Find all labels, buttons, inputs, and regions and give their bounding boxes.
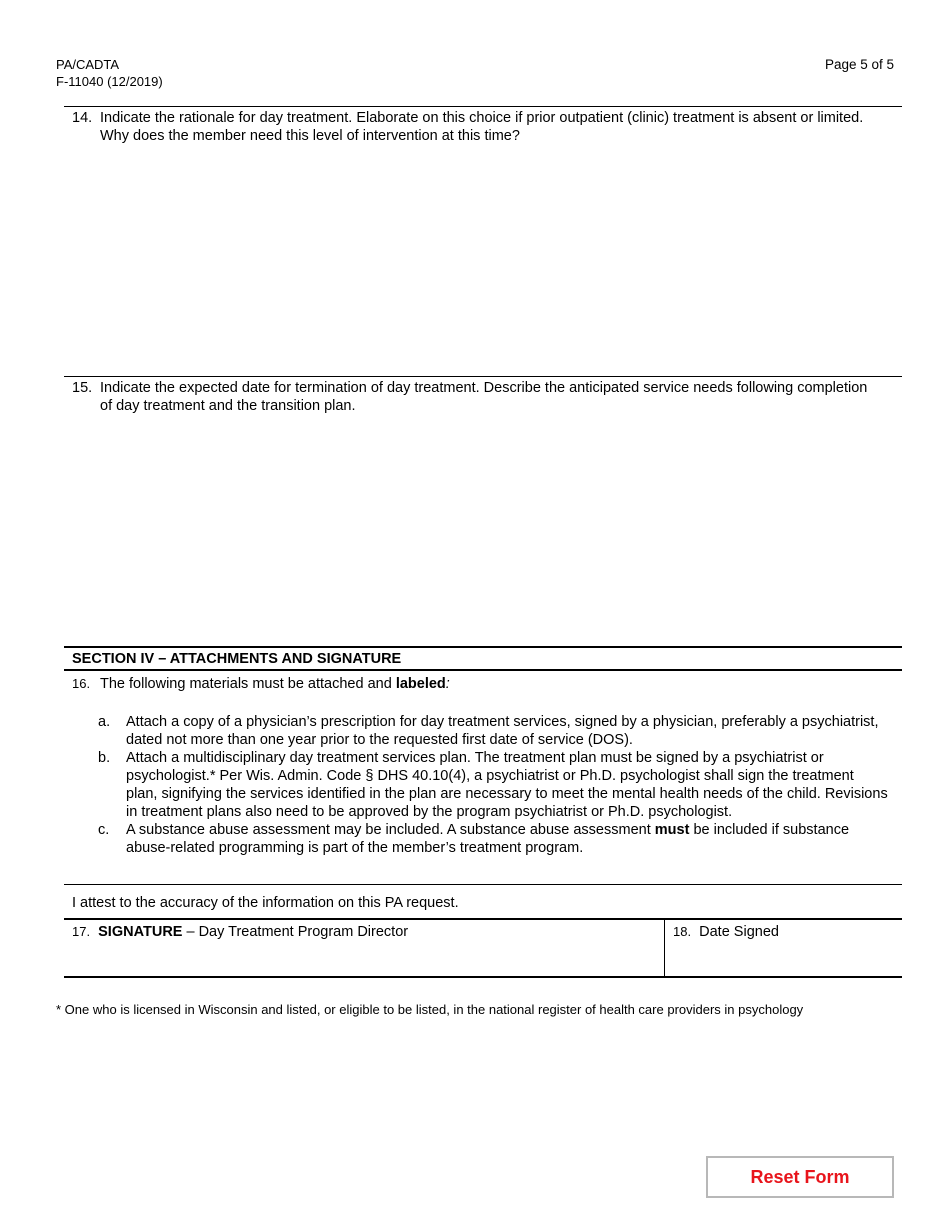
- question-17-number: 17.: [72, 924, 91, 939]
- list-item: [98, 821, 888, 857]
- form-id: PA/CADTA: [56, 57, 120, 72]
- question-14: [72, 109, 882, 145]
- signature-bottom-rule: [64, 976, 902, 978]
- reset-form-button[interactable]: Reset Form: [706, 1156, 894, 1198]
- page-number: Page 5 of 5: [824, 57, 894, 72]
- question-16-number: 16.: [72, 676, 91, 691]
- form-header-left: [56, 56, 163, 90]
- question-14-number: 14.: [72, 110, 93, 126]
- list-item-text-end: be included if substance abuse-related programming is part of the member’s treatment program.: [126, 822, 850, 856]
- question-18-number: 18.: [673, 924, 692, 939]
- divider: [64, 106, 902, 107]
- question-15: [72, 379, 882, 415]
- list-item-label: c.: [98, 822, 110, 838]
- list-item-text: A substance abuse assessment may be included. A substance abuse assessment: [126, 822, 655, 838]
- form-number: F-11040 (12/2019): [56, 74, 163, 89]
- list-item-text: Attach a multidisciplinary day treatment services plan. The treatment plan must be signed by a psychiatrist or psychologist.* Per Wis. Admin. Code § DHS 40.10(4), a psychiatrist or Ph.D. psychologist shall sign the treatment plan, signifying the services identified in the plan are necessary to meet the mental health needs of the child. Revisions in treatment plans also need to be approved by the program psychiatrist or Ph.D. psychologist.: [126, 750, 888, 820]
- divider: [64, 376, 902, 377]
- question-15-number: 15.: [72, 380, 93, 396]
- signature-divider: [664, 920, 665, 977]
- question-16-text: The following materials must be attached and: [100, 676, 396, 692]
- signature-label: – Day Treatment Program Director: [182, 924, 409, 940]
- list-item-label: a.: [98, 714, 111, 730]
- signature-field[interactable]: [72, 919, 657, 977]
- question-15-text: Indicate the expected date for termination of day treatment. Describe the anticipated service needs following completion of day treatment and the transition plan.: [100, 380, 868, 414]
- list-item: [98, 749, 888, 821]
- section-4-title: SECTION IV – ATTACHMENTS AND SIGNATURE: [72, 651, 402, 667]
- signature-label-bold: SIGNATURE: [98, 924, 183, 940]
- question-16-bold: labeled: [395, 676, 446, 692]
- list-item-label: b.: [98, 750, 111, 766]
- question-16: [72, 675, 882, 693]
- list-item: [98, 713, 888, 749]
- question-14-text: Indicate the rationale for day treatment. Elaborate on this choice if prior outpatient (clinic) treatment is absent or limited. Why does the member need this level of intervention at this time?: [100, 110, 864, 144]
- question-15-answer-field[interactable]: [64, 418, 906, 644]
- list-item-text: Attach a copy of a physician’s prescription for day treatment services, signed by a physician, preferably a psychiatrist, dated not more than one year prior to the requested first date of service (DOS).: [126, 714, 879, 748]
- question-14-answer-field[interactable]: [64, 148, 906, 374]
- section-bottom-rule: [64, 669, 902, 671]
- section-top-rule: [64, 646, 902, 648]
- list-item-bold: must: [654, 822, 690, 838]
- attestation-text: I attest to the accuracy of the information on this PA request.: [72, 895, 459, 911]
- date-signed-label: Date Signed: [699, 924, 779, 940]
- question-16-colon: :: [445, 676, 450, 692]
- date-signed-field[interactable]: [673, 919, 898, 977]
- attachment-list: [98, 713, 888, 857]
- divider: [64, 884, 902, 885]
- footnote: * One who is licensed in Wisconsin and listed, or eligible to be listed, in the national register of health care providers in psychology: [56, 1002, 804, 1017]
